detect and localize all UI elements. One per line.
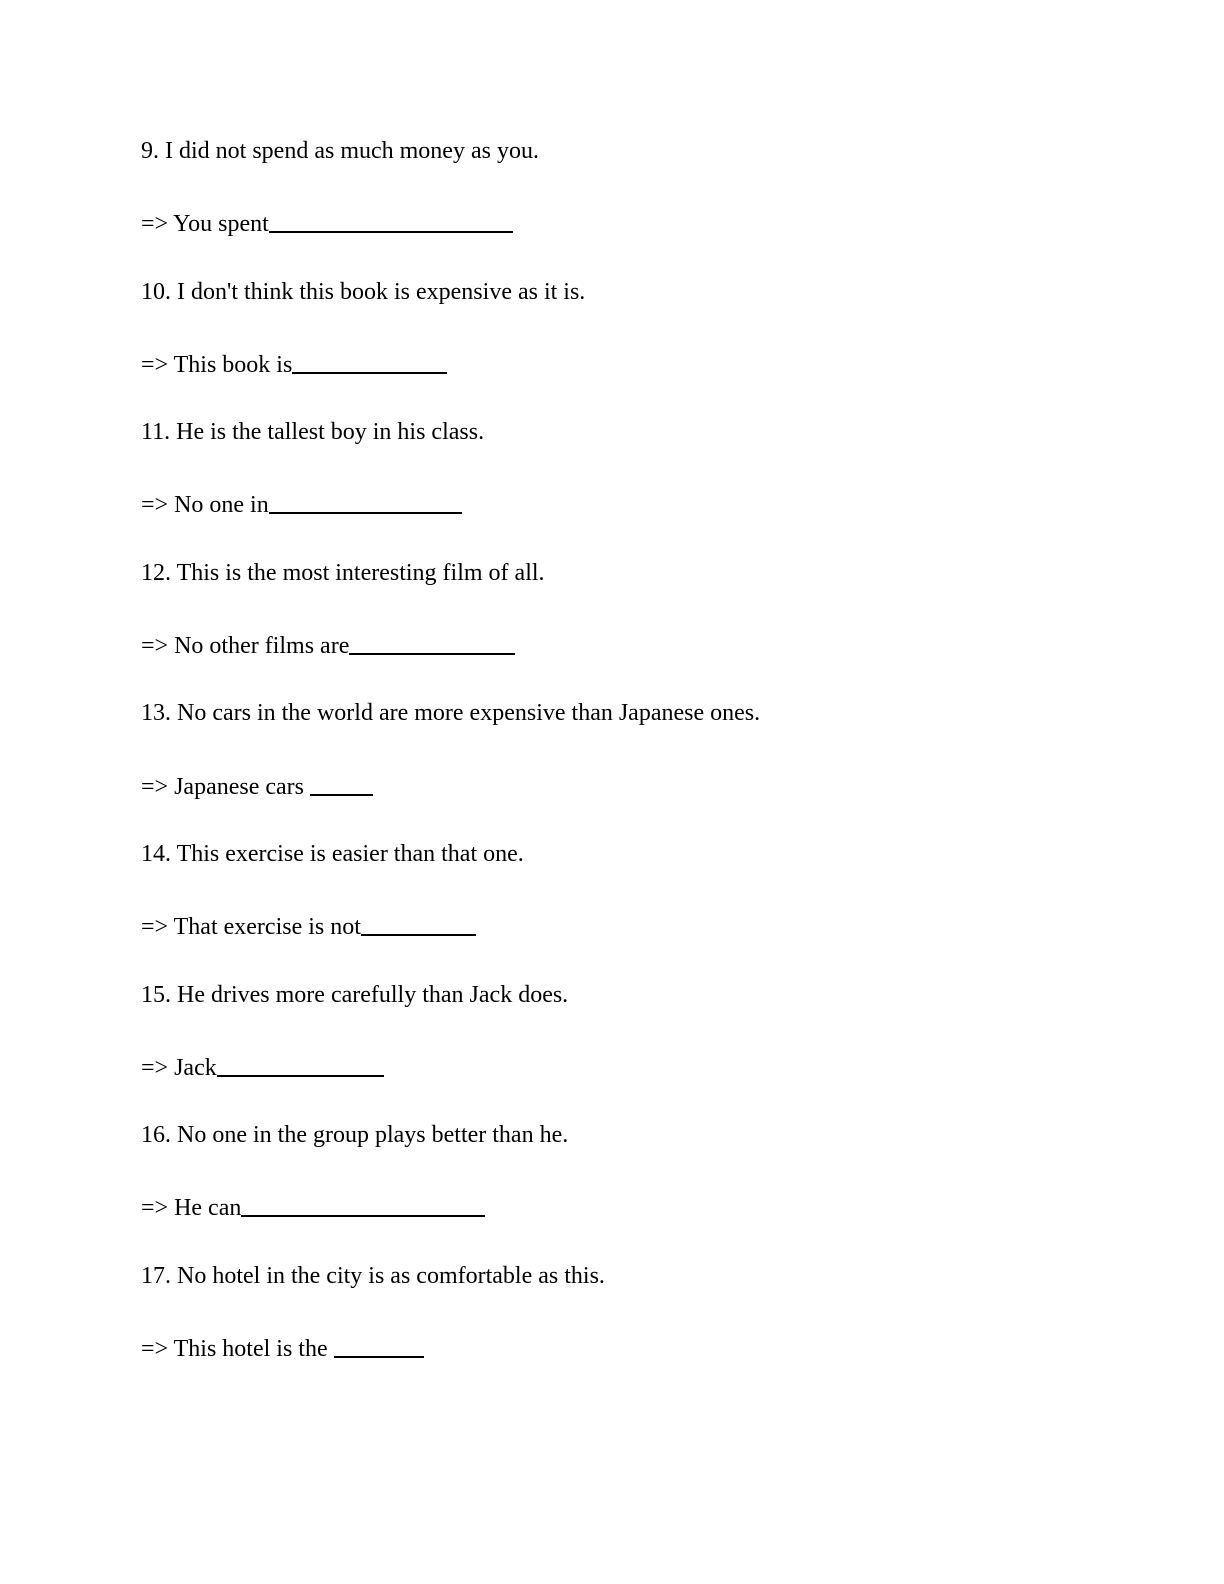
answer-11 [141, 488, 1141, 519]
question-11: 11. He is the tallest boy in his class. [141, 419, 485, 446]
answer-blank[interactable] [349, 631, 515, 655]
answer-14 [141, 910, 1141, 941]
question-14: 14. This exercise is easier than that one. [141, 840, 524, 867]
answer-blank[interactable] [269, 490, 462, 514]
answer-blank[interactable] [269, 209, 513, 233]
exercise-list [141, 137, 1141, 1402]
answer-prefix: => That exercise is not [141, 914, 361, 941]
answer-prefix: => Japanese cars [141, 773, 310, 800]
answer-prefix: => No other films are [141, 633, 350, 660]
answer-blank[interactable] [241, 1193, 485, 1217]
answer-17 [141, 1332, 1141, 1363]
answer-prefix: => He can [141, 1195, 242, 1222]
question-12: 12. This is the most interesting film of all. [141, 559, 545, 586]
question-9: 9. I did not spend as much money as you. [141, 138, 539, 164]
answer-blank[interactable] [334, 1334, 424, 1358]
question-15: 15. He drives more carefully than Jack does. [141, 981, 569, 1008]
answer-15 [141, 1051, 1141, 1079]
question-17: 17. No hotel in the city is as comfortable as this. [141, 1262, 605, 1289]
answer-prefix: => You spent [141, 211, 269, 238]
answer-blank[interactable] [217, 1053, 384, 1077]
answer-prefix: => No one in [141, 492, 269, 519]
answer-blank[interactable] [310, 772, 373, 796]
answer-prefix: => This book is [141, 351, 293, 378]
question-16: 16. No one in the group plays better than he. [141, 1122, 569, 1149]
question-13: 13. No cars in the world are more expensive than Japanese ones. [141, 700, 761, 727]
answer-13 [141, 770, 1141, 798]
question-10: 10. I don't think this book is expensive as it is. [141, 278, 586, 305]
answer-10 [141, 348, 1141, 376]
answer-prefix: => This hotel is the [141, 1336, 334, 1363]
answer-blank[interactable] [361, 912, 476, 936]
answer-blank[interactable] [292, 350, 447, 374]
answer-12 [141, 629, 1141, 660]
answer-16 [141, 1191, 1141, 1222]
answer-9 [141, 207, 1141, 238]
answer-prefix: => Jack [141, 1054, 217, 1081]
